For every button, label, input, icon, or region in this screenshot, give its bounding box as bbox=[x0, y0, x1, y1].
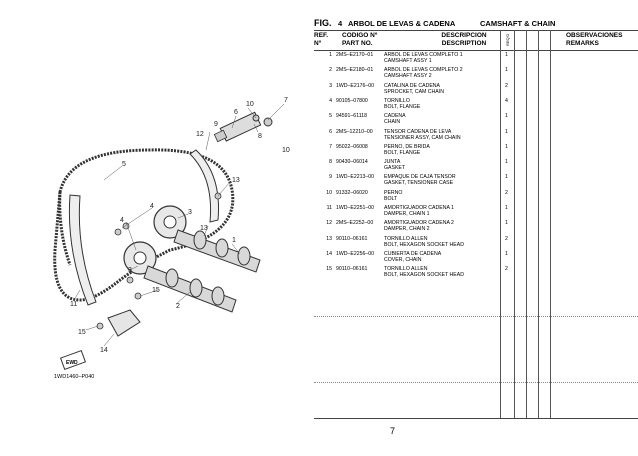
callout-5: 5 bbox=[122, 161, 126, 168]
header-code-line2: PART NO. bbox=[342, 40, 373, 47]
figure-title-es: ARBOL DE LEVAS & CADENA bbox=[348, 19, 456, 28]
table-row bbox=[314, 251, 638, 267]
row-qty: 2 bbox=[505, 235, 508, 242]
row-code: 91332–06020 bbox=[336, 189, 368, 196]
table-row bbox=[314, 236, 638, 252]
callout-10b: 10 bbox=[282, 147, 290, 154]
callout-11: 11 bbox=[70, 301, 78, 308]
table-row bbox=[314, 52, 638, 68]
callout-4b: 4 bbox=[120, 217, 124, 224]
row-qty: 1 bbox=[505, 174, 508, 181]
row-desc-en: CHAIN bbox=[384, 119, 401, 126]
callout-9: 9 bbox=[214, 121, 218, 128]
row-desc-en: DAMPER, CHAIN 1 bbox=[384, 211, 430, 217]
row-desc-en: GASKET, TENSIONER CASE bbox=[384, 180, 454, 187]
row-desc-es: EMPAQUE DE CAJA TENSOR bbox=[384, 174, 456, 181]
parts-diagram bbox=[0, 0, 310, 451]
row-desc-en: BOLT, HEXAGON SOCKET HEAD bbox=[384, 272, 464, 279]
row-code: 2MS–12210–00 bbox=[336, 128, 373, 135]
row-ref: 11 bbox=[326, 205, 332, 211]
row-qty: 2 bbox=[505, 82, 508, 89]
callout-1: 1 bbox=[232, 237, 236, 244]
table-bottom-border bbox=[314, 418, 638, 419]
row-code: 2MS–E2180–01 bbox=[336, 67, 374, 74]
header-desc bbox=[434, 32, 494, 48]
row-ref: 13 bbox=[326, 235, 332, 242]
row-code: 1WD–E2256–00 bbox=[336, 250, 375, 257]
row-desc-es: CADENA bbox=[384, 113, 406, 120]
row-code: 2MS–E2252–00 bbox=[336, 220, 374, 227]
row-code: 1WD–E2176–00 bbox=[336, 82, 375, 89]
header-ref-line2: Nº bbox=[314, 40, 322, 47]
row-qty: 1 bbox=[505, 52, 508, 58]
header-divider bbox=[314, 50, 638, 51]
row-qty: 1 bbox=[505, 159, 508, 166]
header-qty: REQ'D bbox=[505, 33, 510, 46]
header-ref-line1: REF. bbox=[314, 32, 329, 39]
table-row bbox=[314, 67, 638, 83]
table-row bbox=[314, 159, 638, 175]
row-desc-en: BOLT, FLANGE bbox=[384, 149, 421, 156]
row-ref: 6 bbox=[329, 128, 332, 135]
row-desc-es: ARBOL DE LEVAS COMPLETO 2 bbox=[384, 67, 463, 74]
row-qty: 2 bbox=[505, 189, 508, 196]
callout-15b: 15 bbox=[78, 329, 86, 336]
row-code: 1WD–E2251–00 bbox=[336, 205, 375, 211]
callout-6: 6 bbox=[234, 109, 238, 116]
dotted-separator bbox=[314, 316, 638, 317]
row-desc-en: COVER, CHAIN bbox=[384, 256, 422, 263]
row-ref: 10 bbox=[326, 189, 332, 196]
row-desc-es: AMORTIGUADOR CADENA 2 bbox=[384, 220, 454, 227]
row-desc-en: CAMSHAFT ASSY 1 bbox=[384, 58, 432, 64]
figure-header bbox=[314, 18, 638, 30]
table-row bbox=[314, 190, 638, 206]
row-desc-es: TORNILLO ALLEN bbox=[384, 235, 428, 242]
row-ref: 12 bbox=[326, 220, 332, 227]
table-row bbox=[314, 144, 638, 160]
camshaft-chain-illustration bbox=[0, 0, 310, 451]
row-desc-es: TENSOR CADENA DE LEVA bbox=[384, 128, 452, 135]
callout-14: 14 bbox=[100, 347, 108, 354]
row-code: 90105–07800 bbox=[336, 97, 368, 104]
row-qty: 1 bbox=[505, 128, 508, 135]
image-code: 1WD1460–P040 bbox=[54, 374, 95, 380]
row-qty: 1 bbox=[505, 220, 508, 227]
row-qty: 1 bbox=[505, 113, 508, 120]
row-code: 90110–06161 bbox=[336, 235, 368, 242]
row-qty: 1 bbox=[505, 205, 508, 211]
row-desc-es: AMORTIGUADOR CADENA 1 bbox=[384, 205, 454, 211]
callout-10: 10 bbox=[246, 101, 254, 108]
engine-view-label: EWD bbox=[66, 360, 78, 366]
row-desc-es: PERNO bbox=[384, 189, 403, 196]
callout-13: 13 bbox=[232, 177, 240, 184]
row-desc-en: DAMPER, CHAIN 2 bbox=[384, 226, 430, 233]
row-code: 2MS–E2170–01 bbox=[336, 52, 374, 58]
table-row bbox=[314, 83, 638, 99]
header-remarks-line1: OBSERVACIONES bbox=[566, 32, 623, 39]
callout-2: 2 bbox=[176, 303, 180, 310]
row-desc-es: TORNILLO bbox=[384, 97, 410, 104]
row-qty: 4 bbox=[505, 97, 508, 104]
parts-table bbox=[314, 30, 638, 420]
table-row bbox=[314, 113, 638, 129]
row-ref: 4 bbox=[329, 97, 332, 104]
figure-number: 4 bbox=[338, 19, 343, 28]
callout-7: 7 bbox=[284, 97, 288, 104]
figure-label: FIG. bbox=[314, 18, 332, 28]
row-desc-en: CAMSHAFT ASSY 2 bbox=[384, 73, 432, 80]
row-desc-es: CUBIERTA DE CADENA bbox=[384, 250, 442, 257]
row-ref: 8 bbox=[329, 159, 332, 166]
header-code-line1: CODIGO Nº bbox=[342, 32, 378, 39]
callout-3: 3 bbox=[188, 209, 192, 216]
callout-15: 15 bbox=[152, 287, 160, 294]
row-ref: 5 bbox=[329, 113, 332, 120]
engine-view-icon bbox=[61, 351, 86, 370]
row-desc-en: BOLT bbox=[384, 195, 398, 202]
row-ref: 15 bbox=[326, 266, 332, 273]
header-desc-line1: DESCRIPCION bbox=[441, 32, 487, 39]
row-desc-en: BOLT, FLANGE bbox=[384, 103, 421, 110]
table-row bbox=[314, 205, 638, 221]
row-desc-es: JUNTA bbox=[384, 159, 401, 166]
header-remarks bbox=[566, 32, 622, 48]
row-qty: 1 bbox=[505, 143, 508, 150]
row-code: 90430–06014 bbox=[336, 159, 368, 166]
row-ref: 14 bbox=[326, 250, 332, 257]
row-code: 1WD–E2213–00 bbox=[336, 174, 375, 181]
callout-8: 8 bbox=[258, 133, 262, 140]
header-desc-line2: DESCRIPTION bbox=[441, 40, 487, 47]
callout-3b: 3 bbox=[128, 267, 132, 274]
row-ref: 3 bbox=[329, 82, 332, 89]
row-ref: 7 bbox=[329, 143, 332, 150]
row-desc-es: TORNILLO ALLEN bbox=[384, 266, 428, 273]
table-row bbox=[314, 266, 638, 282]
page-number: 7 bbox=[390, 426, 396, 436]
table-row bbox=[314, 174, 638, 190]
row-ref: 9 bbox=[329, 174, 332, 181]
row-qty: 2 bbox=[505, 266, 508, 273]
callout-4: 4 bbox=[150, 203, 154, 210]
row-desc-en: SPROCKET, CAM CHAIN bbox=[384, 88, 444, 95]
row-code: 95022–06008 bbox=[336, 143, 368, 150]
row-ref: 1 bbox=[329, 52, 332, 58]
figure-title-en: CAMSHAFT & CHAIN bbox=[480, 19, 556, 28]
header-ref bbox=[314, 32, 328, 48]
row-desc-es: ARBOL DE LEVAS COMPLETO 1 bbox=[384, 52, 463, 58]
table-top-border bbox=[314, 30, 638, 31]
table-row bbox=[314, 98, 638, 114]
row-desc-en: GASKET bbox=[384, 165, 406, 172]
row-qty: 1 bbox=[505, 67, 508, 74]
header-code bbox=[342, 32, 377, 48]
row-ref: 2 bbox=[329, 67, 332, 74]
row-desc-es: PERNO, DE BRIDA bbox=[384, 143, 430, 150]
row-desc-en: TENSIONER ASSY, CAM CHAIN bbox=[384, 134, 461, 141]
row-qty: 1 bbox=[505, 250, 508, 257]
row-code: 94591–61118 bbox=[336, 113, 367, 120]
callout-13b: 13 bbox=[200, 225, 208, 232]
table-row bbox=[314, 220, 638, 236]
callout-12: 12 bbox=[196, 131, 204, 138]
table-row bbox=[314, 129, 638, 145]
header-remarks-line2: REMARKS bbox=[566, 40, 599, 47]
row-desc-en: BOLT, HEXAGON SOCKET HEAD bbox=[384, 241, 464, 248]
dotted-separator bbox=[314, 382, 638, 383]
row-code: 90110–06161 bbox=[336, 266, 368, 273]
row-desc-es: CATALINA DE CADENA bbox=[384, 82, 441, 89]
